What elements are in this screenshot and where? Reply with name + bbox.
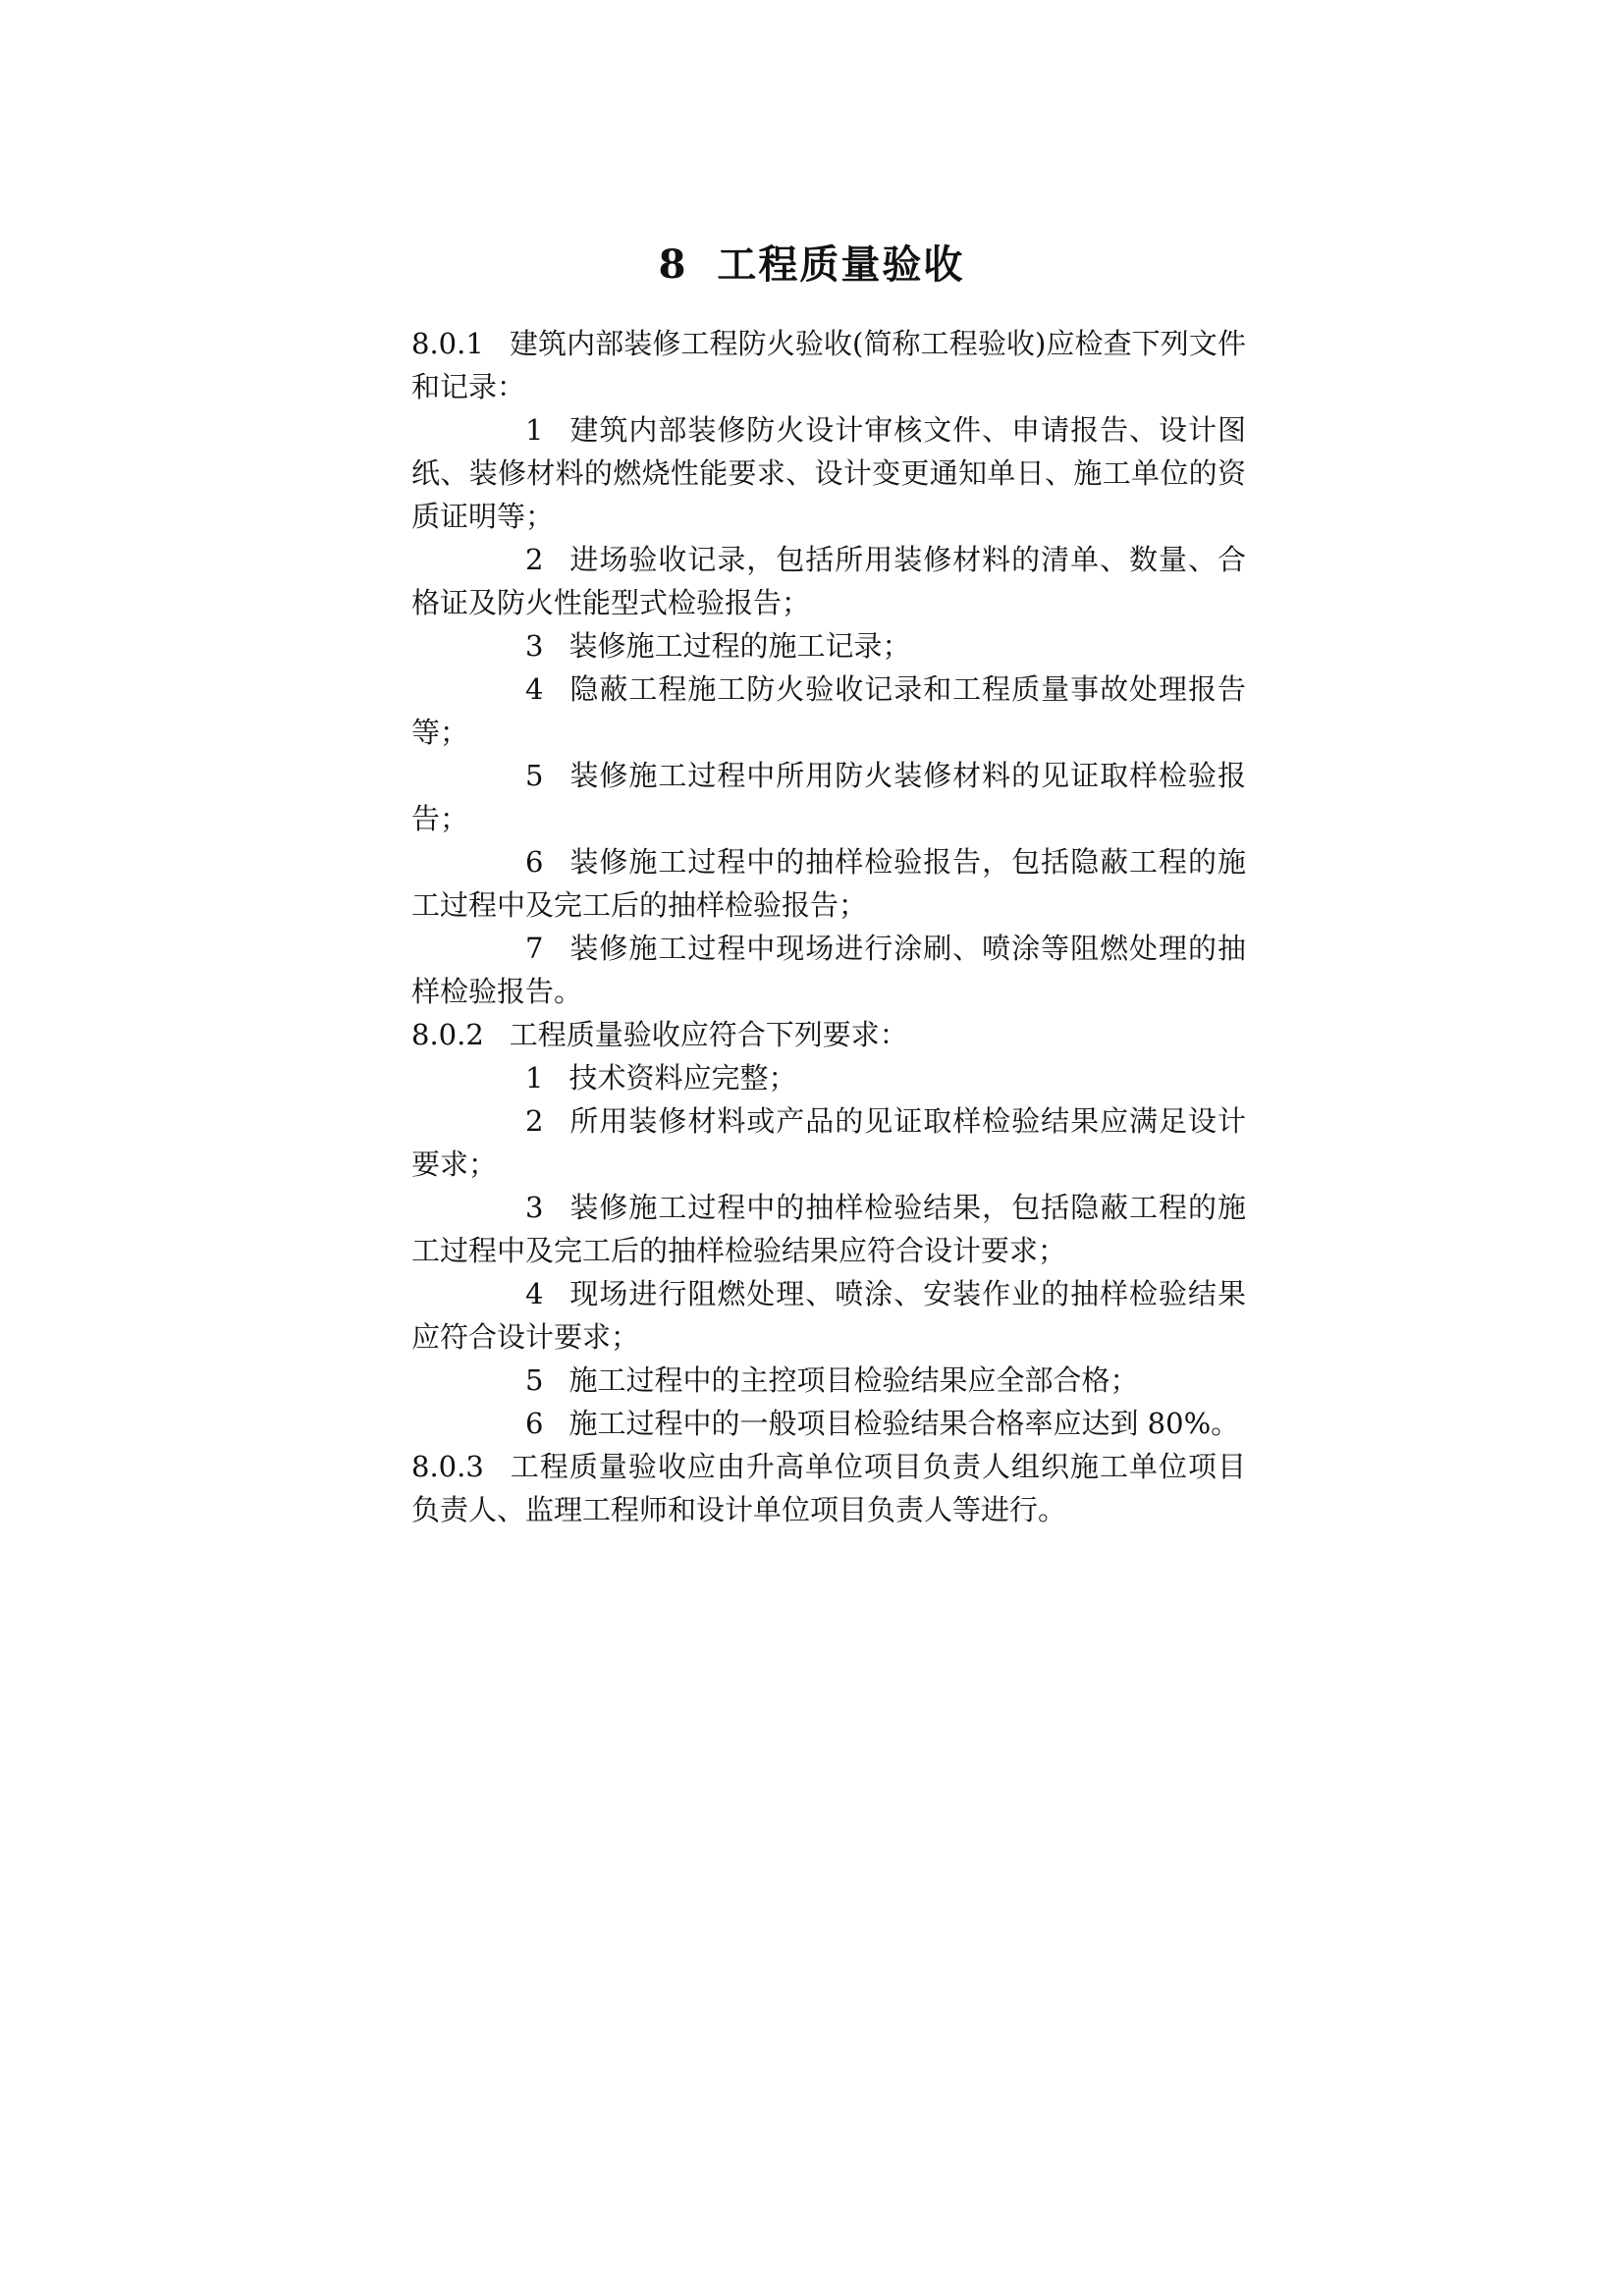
item-text: 施工过程中的一般项目检验结果合格率应达到 80%。 xyxy=(568,1407,1240,1440)
clause-text: 建筑内部装修工程防火验收(简称工程验收)应检查下列文件和记录： xyxy=(411,327,1246,403)
item-number: 5 xyxy=(525,759,544,792)
chapter-number: 8 xyxy=(658,240,688,288)
item-number: 4 xyxy=(525,1277,544,1310)
item-text: 技术资料应完整； xyxy=(568,1061,797,1095)
list-item xyxy=(411,754,1246,840)
clause-text: 工程质量验收应由升高单位项目负责人组织施工单位项目负责人、监理工程师和设计单位项目负责人等进行。 xyxy=(411,1450,1246,1526)
clause-code: 8.0.2 xyxy=(411,1018,484,1051)
list-item xyxy=(411,408,1246,538)
item-number: 1 xyxy=(525,1061,544,1095)
list-item xyxy=(411,1186,1246,1272)
item-text: 所用装修材料或产品的见证取样检验结果应满足设计要求； xyxy=(411,1104,1246,1181)
clause-text: 工程质量验收应符合下列要求： xyxy=(509,1018,908,1051)
item-number: 2 xyxy=(525,543,544,576)
item-number: 5 xyxy=(525,1363,544,1397)
item-text: 建筑内部装修防火设计审核文件、申请报告、设计图纸、装修材料的燃烧性能要求、设计变更通知单日、施工单位的资质证明等； xyxy=(411,413,1246,533)
item-number: 7 xyxy=(525,932,544,965)
clause-code: 8.0.3 xyxy=(411,1450,484,1483)
list-item xyxy=(411,1099,1246,1186)
item-text: 装修施工过程中现场进行涂刷、喷涂等阻燃处理的抽样检验报告。 xyxy=(411,932,1246,1008)
page-title xyxy=(0,236,1623,294)
item-number: 6 xyxy=(525,1407,544,1440)
item-text: 装修施工过程中的抽样检验报告，包括隐蔽工程的施工过程中及完工后的抽样检验报告； xyxy=(411,845,1246,922)
item-text: 装修施工过程中的抽样检验结果，包括隐蔽工程的施工过程中及完工后的抽样检验结果应符合设计要求； xyxy=(411,1191,1246,1267)
list-item xyxy=(411,1402,1246,1445)
document-body xyxy=(411,322,1246,1531)
list-item xyxy=(411,1056,1246,1099)
list-item xyxy=(411,1359,1246,1402)
list-item xyxy=(411,840,1246,927)
item-number: 3 xyxy=(525,1191,544,1224)
item-text: 现场进行阻燃处理、喷涂、安装作业的抽样检验结果应符合设计要求； xyxy=(411,1277,1246,1354)
list-item xyxy=(411,927,1246,1013)
clause-8-0-2 xyxy=(411,1013,1246,1056)
clause-8-0-3 xyxy=(411,1445,1246,1531)
list-item xyxy=(411,624,1246,667)
list-item xyxy=(411,1272,1246,1359)
item-number: 3 xyxy=(525,629,544,663)
item-number: 1 xyxy=(525,413,544,447)
clause-code: 8.0.1 xyxy=(411,327,484,360)
chapter-title: 工程质量验收 xyxy=(717,240,965,288)
item-text: 进场验收记录，包括所用装修材料的清单、数量、合格证及防火性能型式检验报告； xyxy=(411,543,1246,619)
item-text: 隐蔽工程施工防火验收记录和工程质量事故处理报告等； xyxy=(411,672,1246,749)
item-number: 2 xyxy=(525,1104,544,1138)
list-item xyxy=(411,667,1246,754)
clause-8-0-1 xyxy=(411,322,1246,408)
item-text: 施工过程中的主控项目检验结果应全部合格； xyxy=(568,1363,1139,1397)
item-number: 4 xyxy=(525,672,544,706)
item-text: 装修施工过程中所用防火装修材料的见证取样检验报告； xyxy=(411,759,1246,835)
list-item xyxy=(411,538,1246,624)
item-number: 6 xyxy=(525,845,544,879)
item-text: 装修施工过程的施工记录； xyxy=(568,629,911,663)
